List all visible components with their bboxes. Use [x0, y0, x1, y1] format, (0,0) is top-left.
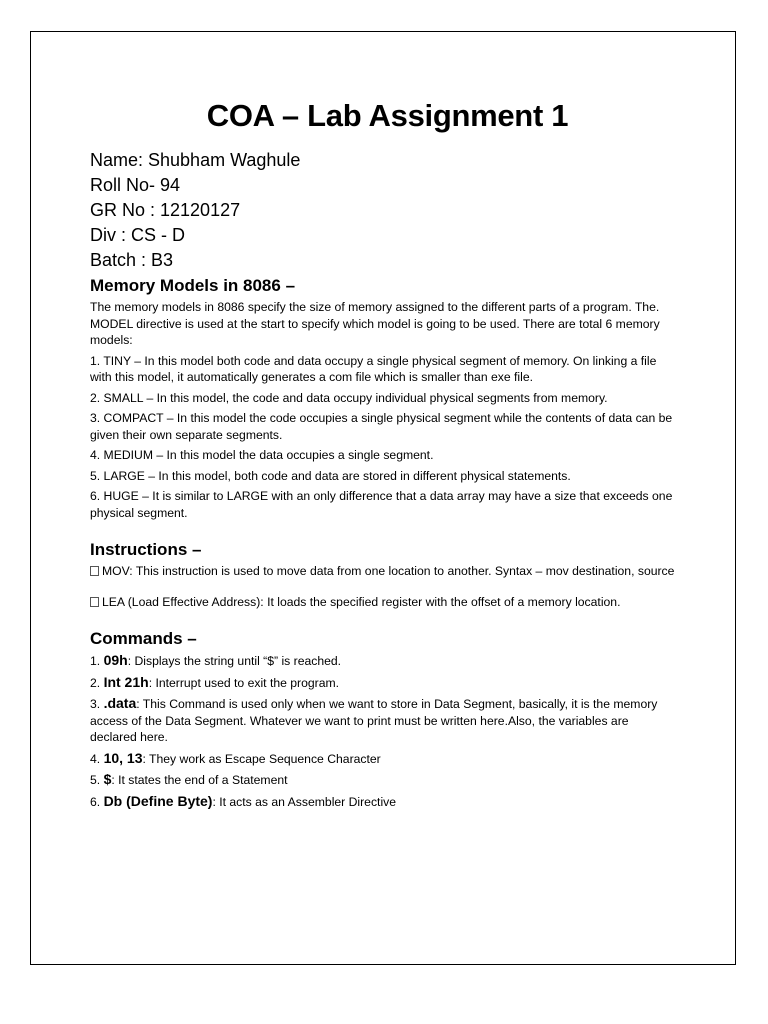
missing-glyph-icon — [90, 597, 99, 607]
instruction-text: LEA (Load Effective Address): It loads the specified register with the offset of a memory location. — [102, 594, 621, 609]
command-number: 1. — [90, 654, 104, 668]
command-number: 3. — [90, 697, 104, 711]
memory-model-item: 5. LARGE – In this model, both code and data are stored in different physical statements. — [90, 468, 571, 483]
batch: Batch : B3 — [90, 250, 174, 270]
memory-model-item: 4. MEDIUM – In this model the data occupies a single segment. — [90, 448, 434, 462]
command-desc: : It acts as an Assembler Directive — [212, 794, 397, 809]
command-desc: : Displays the string until “$” is reached. — [127, 654, 342, 668]
command-item — [90, 771, 675, 789]
command-desc: : They work as Escape Sequence Character — [142, 751, 381, 766]
memory-model-item: 6. HUGE – It is similar to LARGE with an only difference that a data array may have a size that exceeds one physical segment. — [90, 489, 673, 520]
command-key: 10, 13 — [103, 749, 143, 766]
document-title: COA – Lab Assignment 1 — [206, 98, 569, 133]
instruction-item — [90, 563, 675, 580]
commands-heading: Commands – — [90, 629, 197, 648]
instructions-heading: Instructions – — [90, 540, 202, 559]
command-number: 5. — [90, 773, 104, 787]
memory-models-heading: Memory Models in 8086 – — [90, 276, 296, 295]
gr-number: GR No : 12120127 — [90, 200, 241, 220]
memory-model-item: 3. COMPACT – In this model the code occupies a single physical segment while the contents of data can be given their own separate segments. — [90, 411, 673, 442]
command-key: Db (Define Byte) — [103, 792, 213, 809]
memory-model-item: 2. SMALL – In this model, the code and data occupy individual physical segments from memory. — [90, 390, 608, 405]
command-desc: : Interrupt used to exit the program. — [148, 675, 340, 690]
command-number: 2. — [90, 675, 104, 690]
command-key: .data — [103, 695, 137, 711]
command-desc: : It states the end of a Statement — [111, 773, 288, 787]
memory-models-intro: The memory models in 8086 specify the size of memory assigned to the different parts of a program. The. MODEL directive is used at the start to specify which model is going to be used. There are total 6 memory models: — [90, 300, 660, 347]
missing-glyph-icon — [90, 566, 99, 576]
command-number: 4. — [90, 751, 104, 766]
instruction-item — [90, 594, 675, 611]
division: Div : CS - D — [90, 225, 186, 245]
command-item — [90, 652, 675, 670]
command-desc: : This Command is used only when we want to store in Data Segment, basically, it is the memory access of the Data Segment. Whatever we want to print must be written here.Also, the variables are declared here. — [90, 697, 658, 744]
command-key: 09h — [103, 652, 128, 668]
command-item — [90, 674, 675, 692]
command-key: $ — [103, 771, 112, 787]
command-item — [90, 750, 675, 768]
document-body — [90, 96, 675, 814]
student-info — [90, 148, 675, 273]
command-number: 6. — [90, 794, 104, 809]
memory-model-item: 1. TINY – In this model both code and data occupy a single physical segment of memory. On linking a file with this model, it automatically generates a com file which is smaller than exe file. — [90, 353, 657, 384]
command-key: Int 21h — [103, 673, 149, 690]
instruction-text: MOV: This instruction is used to move data from one location to another. Syntax – mov destination, source — [102, 564, 675, 578]
roll-number: Roll No- 94 — [90, 175, 181, 195]
student-name: Name: Shubham Waghule — [90, 150, 301, 170]
command-item — [90, 695, 675, 746]
command-item — [90, 793, 675, 811]
